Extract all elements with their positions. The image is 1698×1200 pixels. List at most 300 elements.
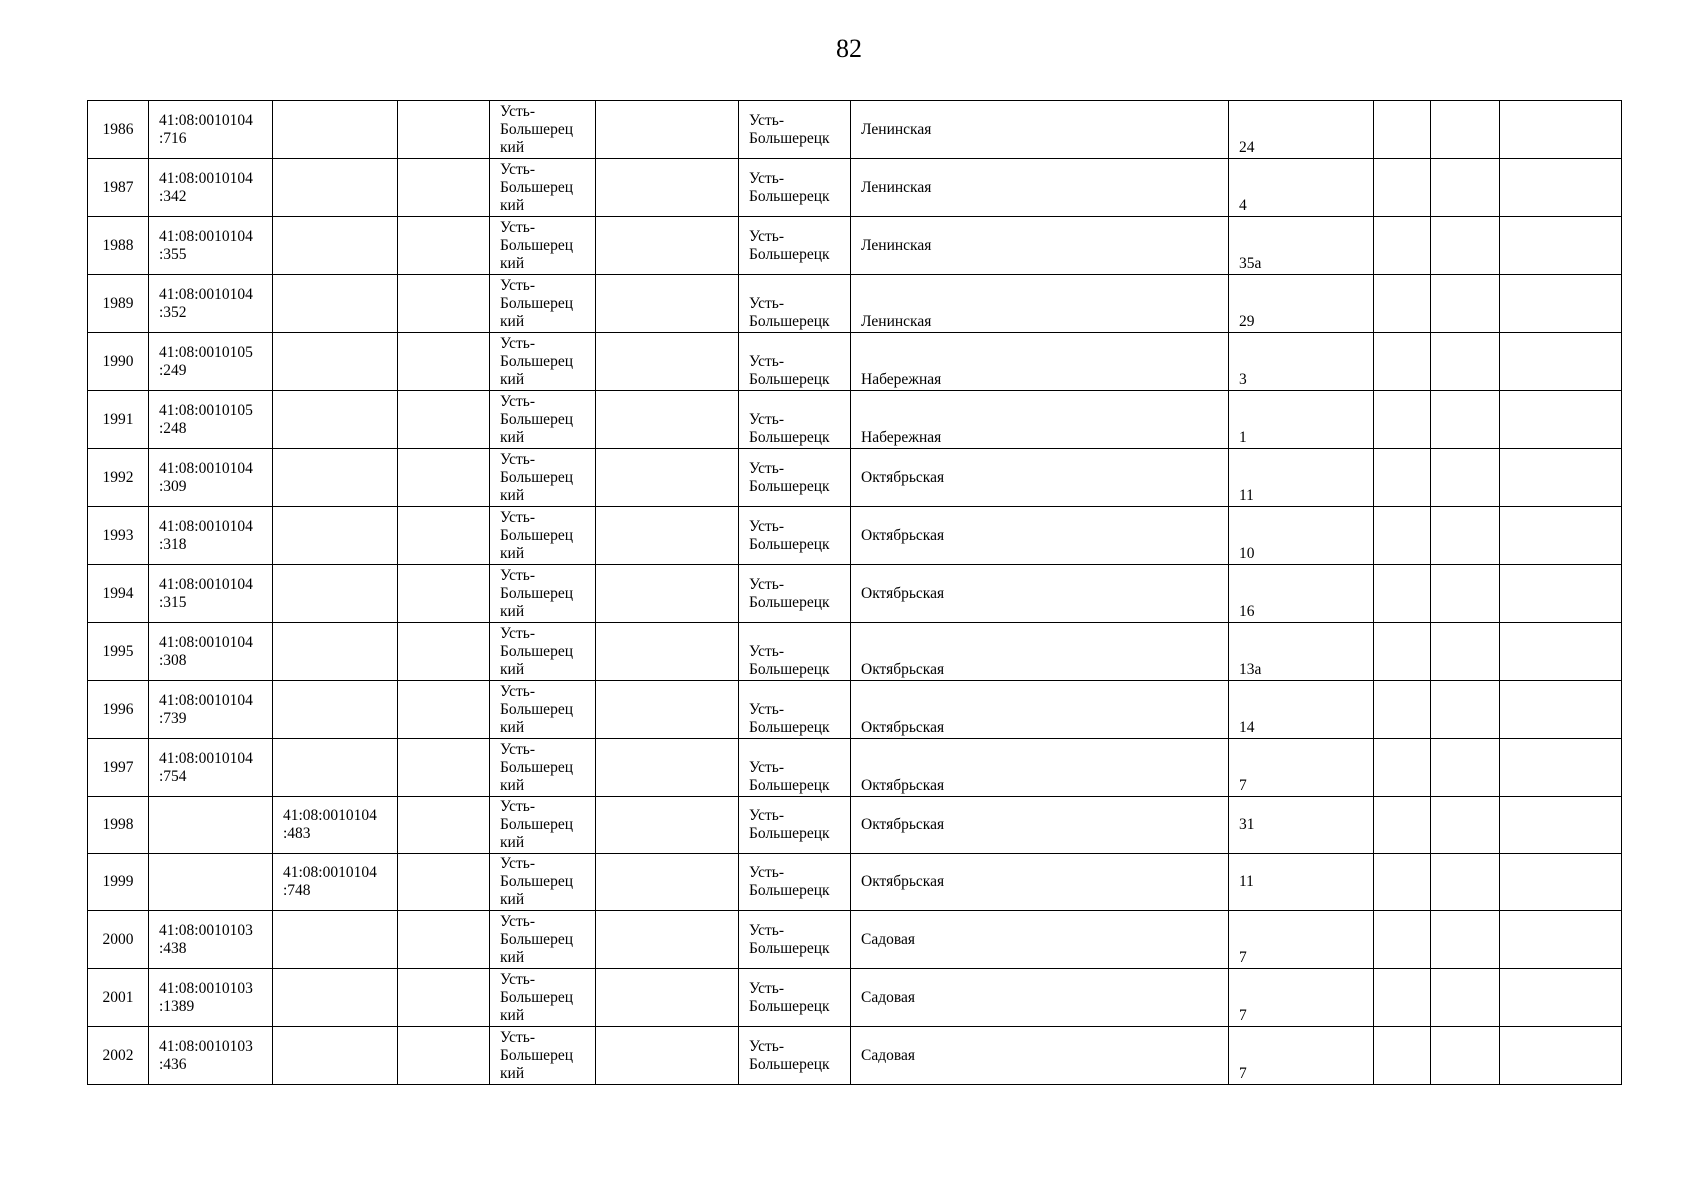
empty-cell xyxy=(398,391,490,449)
district-line: Большерец xyxy=(500,468,573,486)
empty-cell xyxy=(398,217,490,275)
empty-cell xyxy=(1374,159,1431,217)
empty-cell xyxy=(398,507,490,565)
empty-cell xyxy=(398,854,490,911)
street-cell: Октябрьская xyxy=(851,449,1229,507)
cadastral-number-line: :739 xyxy=(159,709,187,727)
empty-cell xyxy=(1374,911,1431,969)
cadastral-number-cell xyxy=(149,507,273,565)
cadastral-number-alt-cell xyxy=(273,159,398,217)
district-line: Усть- xyxy=(500,102,535,120)
district-line: Усть- xyxy=(500,160,535,178)
district-line: Усть- xyxy=(500,392,535,410)
cadastral-number-alt-cell xyxy=(273,565,398,623)
street-cell: Набережная xyxy=(851,333,1229,391)
settlement-line: Большерецк xyxy=(749,535,830,553)
table-row xyxy=(88,101,1622,159)
district-cell xyxy=(490,911,596,969)
table-row xyxy=(88,739,1622,797)
cadastral-number-alt-cell xyxy=(273,739,398,797)
empty-cell xyxy=(596,391,739,449)
empty-cell xyxy=(596,797,739,854)
street-cell: Октябрьская xyxy=(851,681,1229,739)
table-row xyxy=(88,911,1622,969)
empty-cell xyxy=(398,159,490,217)
cadastral-number-alt-line: :748 xyxy=(283,882,311,899)
settlement-line: Большерецк xyxy=(749,429,830,446)
settlement-line: Усть- xyxy=(749,701,784,718)
cadastral-number-alt-cell xyxy=(273,217,398,275)
table-row xyxy=(88,854,1622,911)
district-line: кий xyxy=(500,1006,525,1024)
cadastral-number-line: 41:08:0010104 xyxy=(159,749,253,767)
district-line: Усть- xyxy=(500,334,535,352)
table-row xyxy=(88,159,1622,217)
district-line: кий xyxy=(500,486,525,504)
empty-cell xyxy=(1500,681,1622,739)
district-line: Усть- xyxy=(500,912,535,930)
district-cell xyxy=(490,449,596,507)
empty-cell xyxy=(1374,1027,1431,1085)
settlement-cell xyxy=(739,969,851,1027)
empty-cell xyxy=(1500,623,1622,681)
empty-cell xyxy=(596,275,739,333)
settlement-cell xyxy=(739,911,851,969)
settlement-line: Усть- xyxy=(749,459,784,477)
district-line: кий xyxy=(500,602,525,620)
district-cell xyxy=(490,969,596,1027)
cadastral-number-alt-cell xyxy=(273,1027,398,1085)
empty-cell xyxy=(398,681,490,739)
cadastral-number-line: 41:08:0010104 xyxy=(159,633,253,651)
table-row xyxy=(88,449,1622,507)
cadastral-number-line: :248 xyxy=(159,419,187,437)
record-number: 1998 xyxy=(88,797,149,854)
record-number: 1987 xyxy=(88,159,149,217)
empty-cell xyxy=(398,739,490,797)
district-line: Большерец xyxy=(500,758,573,776)
empty-cell xyxy=(596,623,739,681)
cadastral-number-line: :716 xyxy=(159,129,187,147)
district-cell xyxy=(490,623,596,681)
district-line: Усть- xyxy=(500,740,535,758)
settlement-line: Большерецк xyxy=(749,939,830,957)
empty-cell xyxy=(1500,854,1622,911)
house-number-cell: 24 xyxy=(1229,101,1374,159)
settlement-cell xyxy=(739,275,851,333)
cadastral-number-line: 41:08:0010103 xyxy=(159,979,253,997)
settlement-cell xyxy=(739,507,851,565)
empty-cell xyxy=(1431,1027,1500,1085)
cadastral-number-line: :342 xyxy=(159,187,187,205)
district-line: Большерец xyxy=(500,873,573,890)
settlement-line: Большерецк xyxy=(749,187,830,205)
district-cell xyxy=(490,101,596,159)
house-number-cell: 1 xyxy=(1229,391,1374,449)
settlement-line: Усть- xyxy=(749,411,784,428)
empty-cell xyxy=(1500,217,1622,275)
house-number-cell: 7 xyxy=(1229,739,1374,797)
cadastral-number-cell xyxy=(149,217,273,275)
street-cell: Ленинская xyxy=(851,275,1229,333)
cadastral-number-alt-cell xyxy=(273,507,398,565)
settlement-cell xyxy=(739,739,851,797)
empty-cell xyxy=(1431,681,1500,739)
empty-cell xyxy=(596,565,739,623)
house-number-cell: 4 xyxy=(1229,159,1374,217)
empty-cell xyxy=(1374,449,1431,507)
settlement-line: Большерецк xyxy=(749,129,830,147)
district-line: кий xyxy=(500,254,525,272)
empty-cell xyxy=(1374,391,1431,449)
empty-cell xyxy=(596,159,739,217)
empty-cell xyxy=(1431,275,1500,333)
empty-cell xyxy=(1500,739,1622,797)
settlement-line: Большерецк xyxy=(749,719,830,736)
cadastral-number-alt-cell xyxy=(273,333,398,391)
table-row xyxy=(88,217,1622,275)
empty-cell xyxy=(1374,217,1431,275)
empty-cell xyxy=(596,101,739,159)
cadastral-number-cell xyxy=(149,565,273,623)
empty-cell xyxy=(596,681,739,739)
district-line: Усть- xyxy=(500,798,535,815)
empty-cell xyxy=(1500,797,1622,854)
district-line: Усть- xyxy=(500,218,535,236)
settlement-line: Усть- xyxy=(749,111,784,129)
cadastral-number-cell xyxy=(149,1027,273,1085)
district-line: кий xyxy=(500,1064,525,1082)
street-cell: Ленинская xyxy=(851,217,1229,275)
table-row xyxy=(88,275,1622,333)
district-line: Большерец xyxy=(500,294,573,312)
empty-cell xyxy=(596,217,739,275)
settlement-line: Усть- xyxy=(749,575,784,593)
house-number-cell: 29 xyxy=(1229,275,1374,333)
house-number-cell: 14 xyxy=(1229,681,1374,739)
cadastral-number-alt-cell xyxy=(273,969,398,1027)
empty-cell xyxy=(1500,159,1622,217)
record-number: 1997 xyxy=(88,739,149,797)
record-number: 1993 xyxy=(88,507,149,565)
cadastral-number-line: 41:08:0010104 xyxy=(159,111,253,129)
table-row xyxy=(88,969,1622,1027)
house-number-cell: 3 xyxy=(1229,333,1374,391)
empty-cell xyxy=(1431,449,1500,507)
empty-cell xyxy=(1431,333,1500,391)
district-cell xyxy=(490,333,596,391)
empty-cell xyxy=(398,911,490,969)
empty-cell xyxy=(398,1027,490,1085)
empty-cell xyxy=(1374,623,1431,681)
empty-cell xyxy=(1374,565,1431,623)
district-line: Усть- xyxy=(500,508,535,526)
record-number: 1988 xyxy=(88,217,149,275)
district-line: Большерец xyxy=(500,120,573,138)
cadastral-number-line: 41:08:0010103 xyxy=(159,1037,253,1055)
house-number-cell: 35а xyxy=(1229,217,1374,275)
record-number: 1986 xyxy=(88,101,149,159)
empty-cell xyxy=(596,507,739,565)
street-cell: Октябрьская xyxy=(851,739,1229,797)
cadastral-number-line: 41:08:0010104 xyxy=(159,691,253,709)
empty-cell xyxy=(398,565,490,623)
house-number-cell: 11 xyxy=(1229,449,1374,507)
settlement-line: Усть- xyxy=(749,169,784,187)
settlement-line: Большерецк xyxy=(749,661,830,678)
record-number: 2001 xyxy=(88,969,149,1027)
settlement-cell xyxy=(739,623,851,681)
district-line: Большерец xyxy=(500,410,573,428)
street-cell: Октябрьская xyxy=(851,854,1229,911)
cadastral-number-alt-cell xyxy=(273,854,398,911)
district-cell xyxy=(490,1027,596,1085)
district-line: кий xyxy=(500,834,525,851)
table-row xyxy=(88,623,1622,681)
cadastral-number-line: :249 xyxy=(159,361,187,379)
settlement-line: Большерецк xyxy=(749,593,830,611)
empty-cell xyxy=(1500,391,1622,449)
settlement-cell xyxy=(739,681,851,739)
district-line: кий xyxy=(500,891,525,908)
district-cell xyxy=(490,275,596,333)
empty-cell xyxy=(1374,275,1431,333)
district-line: Усть- xyxy=(500,855,535,872)
settlement-line: Большерецк xyxy=(749,825,830,842)
street-cell: Октябрьская xyxy=(851,623,1229,681)
empty-cell xyxy=(1431,623,1500,681)
district-cell xyxy=(490,681,596,739)
district-line: кий xyxy=(500,312,525,330)
record-number: 1996 xyxy=(88,681,149,739)
cadastral-number-line: 41:08:0010104 xyxy=(159,459,253,477)
district-cell xyxy=(490,507,596,565)
table-row xyxy=(88,1027,1622,1085)
district-line: кий xyxy=(500,660,525,678)
district-line: Большерец xyxy=(500,930,573,948)
settlement-line: Большерецк xyxy=(749,882,830,899)
house-number-cell: 13а xyxy=(1229,623,1374,681)
empty-cell xyxy=(596,1027,739,1085)
empty-cell xyxy=(596,969,739,1027)
empty-cell xyxy=(1500,911,1622,969)
settlement-line: Усть- xyxy=(749,864,784,881)
cadastral-number-cell xyxy=(149,854,273,911)
cadastral-number-line: 41:08:0010105 xyxy=(159,343,253,361)
settlement-line: Усть- xyxy=(749,759,784,776)
street-cell: Ленинская xyxy=(851,101,1229,159)
street-cell: Октябрьская xyxy=(851,565,1229,623)
record-number: 1990 xyxy=(88,333,149,391)
street-cell: Садовая xyxy=(851,911,1229,969)
settlement-cell xyxy=(739,391,851,449)
page-number: 82 xyxy=(836,34,862,63)
district-line: Большерец xyxy=(500,1046,573,1064)
empty-cell xyxy=(398,333,490,391)
district-line: Большерец xyxy=(500,584,573,602)
empty-cell xyxy=(1500,101,1622,159)
cadastral-number-alt-cell xyxy=(273,449,398,507)
empty-cell xyxy=(1374,681,1431,739)
empty-cell xyxy=(1431,159,1500,217)
cadastral-number-line: :754 xyxy=(159,767,187,785)
record-number: 1999 xyxy=(88,854,149,911)
cadastral-number-alt-cell xyxy=(273,681,398,739)
empty-cell xyxy=(398,101,490,159)
empty-cell xyxy=(1374,969,1431,1027)
district-line: кий xyxy=(500,718,525,736)
settlement-line: Усть- xyxy=(749,643,784,660)
district-line: Большерец xyxy=(500,988,573,1006)
house-number-cell: 7 xyxy=(1229,969,1374,1027)
settlement-line: Большерецк xyxy=(749,477,830,495)
empty-cell xyxy=(398,797,490,854)
settlement-line: Большерецк xyxy=(749,245,830,263)
record-number: 1989 xyxy=(88,275,149,333)
cadastral-number-alt-cell xyxy=(273,797,398,854)
table-row xyxy=(88,507,1622,565)
street-cell: Садовая xyxy=(851,969,1229,1027)
street-cell: Октябрьская xyxy=(851,797,1229,854)
empty-cell xyxy=(1374,101,1431,159)
settlement-line: Большерецк xyxy=(749,313,830,330)
district-line: Усть- xyxy=(500,566,535,584)
record-number: 1992 xyxy=(88,449,149,507)
district-cell xyxy=(490,739,596,797)
record-number: 1991 xyxy=(88,391,149,449)
district-cell xyxy=(490,797,596,854)
settlement-cell xyxy=(739,854,851,911)
settlement-line: Усть- xyxy=(749,353,784,370)
cadastral-number-cell xyxy=(149,911,273,969)
house-number-cell: 7 xyxy=(1229,911,1374,969)
record-number: 1994 xyxy=(88,565,149,623)
table-row xyxy=(88,681,1622,739)
cadastral-number-alt-line: :483 xyxy=(283,825,311,842)
cadastral-number-alt-cell xyxy=(273,391,398,449)
settlement-cell xyxy=(739,217,851,275)
settlement-line: Большерецк xyxy=(749,997,830,1015)
cadastral-number-line: :309 xyxy=(159,477,187,495)
record-number: 2002 xyxy=(88,1027,149,1085)
district-cell xyxy=(490,391,596,449)
street-cell: Набережная xyxy=(851,391,1229,449)
cadastral-number-line: :308 xyxy=(159,651,187,669)
cadastral-number-alt-cell xyxy=(273,101,398,159)
empty-cell xyxy=(1500,449,1622,507)
house-number-cell: 31 xyxy=(1229,797,1374,854)
settlement-line: Усть- xyxy=(749,1037,784,1055)
district-line: Усть- xyxy=(500,1028,535,1046)
empty-cell xyxy=(596,739,739,797)
district-cell xyxy=(490,854,596,911)
empty-cell xyxy=(1500,565,1622,623)
empty-cell xyxy=(1431,797,1500,854)
cadastral-number-line: 41:08:0010104 xyxy=(159,285,253,303)
empty-cell xyxy=(1431,969,1500,1027)
empty-cell xyxy=(1374,854,1431,911)
street-cell: Ленинская xyxy=(851,159,1229,217)
cadastral-number-cell xyxy=(149,449,273,507)
empty-cell xyxy=(1374,797,1431,854)
district-line: Усть- xyxy=(500,276,535,294)
cadastral-number-cell xyxy=(149,739,273,797)
empty-cell xyxy=(398,449,490,507)
cadastral-number-cell xyxy=(149,275,273,333)
district-line: Усть- xyxy=(500,970,535,988)
registry-table xyxy=(87,100,1622,1085)
settlement-line: Большерецк xyxy=(749,1055,830,1073)
empty-cell xyxy=(1374,333,1431,391)
cadastral-number-alt-line: 41:08:0010104 xyxy=(283,807,377,824)
empty-cell xyxy=(1500,507,1622,565)
district-line: Усть- xyxy=(500,624,535,642)
district-line: кий xyxy=(500,138,525,156)
settlement-cell xyxy=(739,797,851,854)
settlement-line: Большерецк xyxy=(749,371,830,388)
cadastral-number-line: 41:08:0010104 xyxy=(159,575,253,593)
cadastral-number-cell xyxy=(149,681,273,739)
cadastral-number-cell xyxy=(149,101,273,159)
table-row xyxy=(88,333,1622,391)
cadastral-number-line: :1389 xyxy=(159,997,195,1015)
street-cell: Садовая xyxy=(851,1027,1229,1085)
empty-cell xyxy=(1431,507,1500,565)
house-number-cell: 7 xyxy=(1229,1027,1374,1085)
record-number: 1995 xyxy=(88,623,149,681)
district-cell xyxy=(490,565,596,623)
settlement-cell xyxy=(739,1027,851,1085)
district-line: кий xyxy=(500,776,525,794)
empty-cell xyxy=(1374,507,1431,565)
settlement-line: Усть- xyxy=(749,979,784,997)
house-number-cell: 10 xyxy=(1229,507,1374,565)
settlement-line: Усть- xyxy=(749,227,784,245)
record-number: 2000 xyxy=(88,911,149,969)
district-line: Усть- xyxy=(500,450,535,468)
cadastral-number-cell xyxy=(149,623,273,681)
empty-cell xyxy=(1500,275,1622,333)
empty-cell xyxy=(398,275,490,333)
district-line: Большерец xyxy=(500,178,573,196)
empty-cell xyxy=(1431,854,1500,911)
cadastral-number-line: 41:08:0010103 xyxy=(159,921,253,939)
district-cell xyxy=(490,159,596,217)
empty-cell xyxy=(1431,565,1500,623)
empty-cell xyxy=(1431,101,1500,159)
settlement-cell xyxy=(739,159,851,217)
district-line: Большерец xyxy=(500,526,573,544)
settlement-line: Большерецк xyxy=(749,777,830,794)
district-line: кий xyxy=(500,544,525,562)
cadastral-number-line: :352 xyxy=(159,303,187,321)
settlement-line: Усть- xyxy=(749,807,784,824)
house-number-cell: 16 xyxy=(1229,565,1374,623)
empty-cell xyxy=(398,623,490,681)
table-row xyxy=(88,391,1622,449)
district-line: Большерец xyxy=(500,642,573,660)
cadastral-number-cell xyxy=(149,797,273,854)
settlement-line: Усть- xyxy=(749,517,784,535)
cadastral-number-alt-line: 41:08:0010104 xyxy=(283,864,377,881)
empty-cell xyxy=(1431,739,1500,797)
empty-cell xyxy=(596,333,739,391)
district-line: кий xyxy=(500,196,525,214)
settlement-line: Усть- xyxy=(749,295,784,312)
cadastral-number-line: 41:08:0010104 xyxy=(159,169,253,187)
district-line: Большерец xyxy=(500,700,573,718)
table-row xyxy=(88,797,1622,854)
